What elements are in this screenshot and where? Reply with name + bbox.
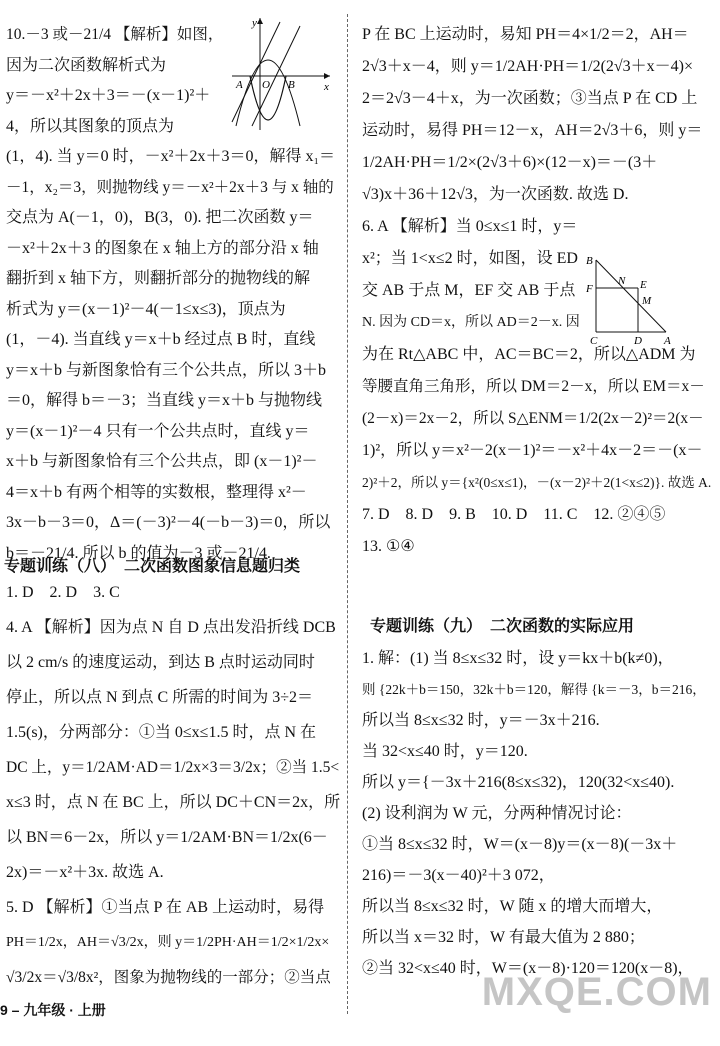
right-lines2-line: 当 32<x≤40 时，y＝120. [362, 743, 528, 760]
right-lines-line: 13. ①④ [362, 538, 415, 555]
fig2-N: N [618, 275, 626, 287]
fig2-F: F [586, 283, 593, 295]
right-lines2-line: 所以 y＝{－3x＋216(8≤x≤32)，120(32<x≤40). [362, 774, 675, 791]
left-lines2-line: 以 2 cm/s 的速度运动，到达 B 点时运动同时 [6, 654, 315, 671]
right-lines-line: 等腰直角三角形，所以 DM＝2－x，所以 EM＝x－ [362, 378, 705, 395]
watermark: MXQE.COM [481, 970, 712, 1014]
page-footer: 9 – 九年级 · 上册 [0, 1002, 106, 1018]
left-lines2-line: 4. A 【解析】因为点 N 自 D 点出发沿折线 DCB [6, 619, 336, 636]
fig1-A-label: A [236, 79, 243, 91]
right-lines-line: 为在 Rt△ABC 中，AC＝BC＝2，所以△ADM 为 [362, 346, 696, 363]
left-lines-line: 3x－b－3＝0，Δ＝(－3)²－4(－b－3)＝0，所以 [6, 514, 331, 531]
right-lines-line: 1)²，所以 y＝x²－2(x－1)²＝－x²＋4x－2＝－(x－ [362, 442, 703, 459]
triangle-figure [584, 252, 674, 348]
left-lines2-line: 停止，所以点 N 到点 C 所需的时间为 3÷2＝ [6, 689, 314, 706]
left-lines2-line: PH＝1/2x，AH＝√3/2x，则 y＝1/2PH·AH＝1/2×1/2x× [6, 935, 330, 950]
left-lines2-line: 2x)＝－x²＋3x. 故选 A. [6, 864, 164, 881]
right-lines2-line: 1. 解：(1) 当 8≤x≤32 时，设 y＝kx＋b(k≠0)， [362, 650, 674, 667]
right-lines-line: 1/2AH·PH＝1/2×(2√3＋6)×(12－x)＝－(3＋ [362, 154, 658, 171]
section8-title: 专题训练（八） 二次函数图象信息题归类 [4, 558, 301, 575]
right-lines2-line: 216)＝－3(x－40)²＋3 072， [362, 867, 555, 884]
left-lines-line: 10.－3 或－21/4 【解析】如图， [6, 26, 224, 43]
right-lines-line: √3)x＋36＋12√3，为一次函数. 故选 D. [362, 186, 629, 203]
right-lines-line: 运动时，易得 PH＝12－x，AH＝2√3＋6，则 y＝ [362, 122, 703, 139]
left-lines-line: 4，所以其图象的顶点为 [6, 117, 175, 135]
fig2-E: E [640, 279, 647, 291]
fig2-D: D [634, 335, 642, 347]
right-lines2-line: ①当 8≤x≤32 时，W＝(x－8)y＝(x－8)(－3x＋ [362, 836, 678, 853]
fig1-x-label: x [324, 81, 329, 93]
left-lines2-line: 5. D 【解析】①当点 P 在 AB 上运动时，易得 [6, 899, 325, 916]
right-lines2-line: 所以当 x＝32 时，W 有最大值为 2 880； [362, 929, 645, 946]
left-lines-line: y＝x＋b 与新图象恰有三个公共点，所以 3＋b [6, 361, 327, 379]
right-lines2-line: 则 {22k＋b＝150，32k＋b＝120，解得 {k＝－3，b＝216， [362, 682, 706, 697]
left-lines-line: (1，4). 当 y＝0 时，－x²＋2x＋3＝0，解得 x₁＝ [6, 148, 336, 165]
right-lines-line: 2)²＋2，所以 y＝{x²(0≤x≤1)，－(x－2)²＋2(1<x≤2)}. 故选 A. [362, 475, 712, 490]
left-lines-line: b＝－21/4. 所以 b 的值为－3 或－21/4. [6, 544, 271, 562]
left-lines-line: ＝0，解得 b＝－3；当直线 y＝x＋b 与抛物线 [6, 392, 323, 409]
left-lines2-line: 1. D 2. D 3. C [6, 584, 120, 601]
right-lines-line: 交 AB 于点 M，EF 交 AB 于点 [362, 282, 576, 299]
left-lines2-line: 以 BN＝6－2x，所以 y＝1/2AM·BN＝1/2x(6－ [6, 829, 328, 846]
left-lines2-line: x≤3 时，点 N 在 BC 上，所以 DC＋CN＝2x，所 [6, 794, 341, 811]
left-lines-line: 4＝x＋b 有两个相等的实数根，整理得 x²－ [6, 483, 307, 501]
left-lines-line: y＝－x²＋2x＋3＝－(x－1)²＋ [6, 87, 211, 104]
right-lines-line: 6. A 【解析】当 0≤x≤1 时，y＝ [362, 218, 578, 235]
left-lines-line: y＝(x－1)²－4 只有一个公共点时，直线 y＝ [6, 422, 310, 440]
left-lines-line: －1，x₂＝3，则抛物线 y＝－x²＋2x＋3 与 x 轴的 [6, 178, 334, 196]
fig1-y-label: y [252, 17, 257, 29]
left-lines2-line: 1.5(s)，分两部分：①当 0≤x≤1.5 时，点 N 在 [6, 724, 317, 741]
left-lines2-line: √3/2x＝√3/8x²，图象为抛物线的一部分；②当点 [6, 969, 331, 986]
right-lines2-line: ②当 32<x≤40 时，W＝(x－8)·120＝120(x－8)， [362, 960, 694, 977]
right-lines-line: N. 因为 CD＝x，所以 AD＝2－x. 因 [362, 315, 580, 330]
parabola-figure [228, 14, 334, 132]
fig2-M: M [642, 295, 652, 307]
left-lines-line: －x²＋2x＋3 的图象在 x 轴上方的部分沿 x 轴 [6, 239, 319, 257]
right-lines-line: P 在 BC 上运动时，易知 PH＝4×1/2＝2，AH＝ [362, 26, 689, 43]
right-lines-line: 2√3＋x－4，则 y＝1/2AH·PH＝1/2(2√3＋x－4)× [362, 58, 694, 75]
fig1-O-label: O [262, 79, 270, 91]
fig2-C: C [590, 335, 598, 347]
right-lines2-line: (2) 设利润为 W 元，分两种情况讨论： [362, 805, 632, 822]
left-lines-line: 因为二次函数解析式为 [6, 56, 167, 74]
section9-title: 专题训练（九） 二次函数的实际应用 [370, 618, 635, 635]
left-lines-line: 析式为 y＝(x－1)²－4(－1≤x≤3)，顶点为 [6, 300, 286, 318]
fig2-A: A [664, 335, 671, 347]
right-lines-line: (2－x)＝2x－2，所以 S△ENM＝1/2(2x－2)²＝2(x－ [362, 410, 704, 427]
left-lines-line: 交点为 A(－1，0)，B(3，0). 把二次函数 y＝ [6, 209, 314, 226]
left-lines-line: 翻折到 x 轴下方，则翻折部分的抛物线的解 [6, 270, 311, 287]
fig2-B: B [586, 255, 593, 267]
column-divider [347, 14, 349, 1014]
left-lines2-line: DC 上，y＝1/2AM·AD＝1/2x×3＝3/2x；②当 1.5< [6, 759, 340, 776]
right-lines2-line: 所以当 8≤x≤32 时，y＝－3x＋216. [362, 712, 600, 729]
right-lines-line: 2＝2√3－4＋x，为一次函数；③当点 P 在 CD 上 [362, 90, 698, 107]
right-lines-line: x²；当 1<x≤2 时，如图，设 ED [362, 250, 578, 267]
right-lines2-line: 所以当 8≤x≤32 时，W 随 x 的增大而增大， [362, 898, 663, 915]
fig1-B-label: B [288, 79, 295, 91]
right-lines-line: 7. D 8. D 9. B 10. D 11. C 12. ②④⑤ [362, 506, 666, 523]
left-lines-line: x＋b 与新图象恰有三个公共点，即 (x－1)²－ [6, 453, 318, 470]
left-lines-line: (1，－4). 当直线 y＝x＋b 经过点 B 时，直线 [6, 331, 316, 348]
